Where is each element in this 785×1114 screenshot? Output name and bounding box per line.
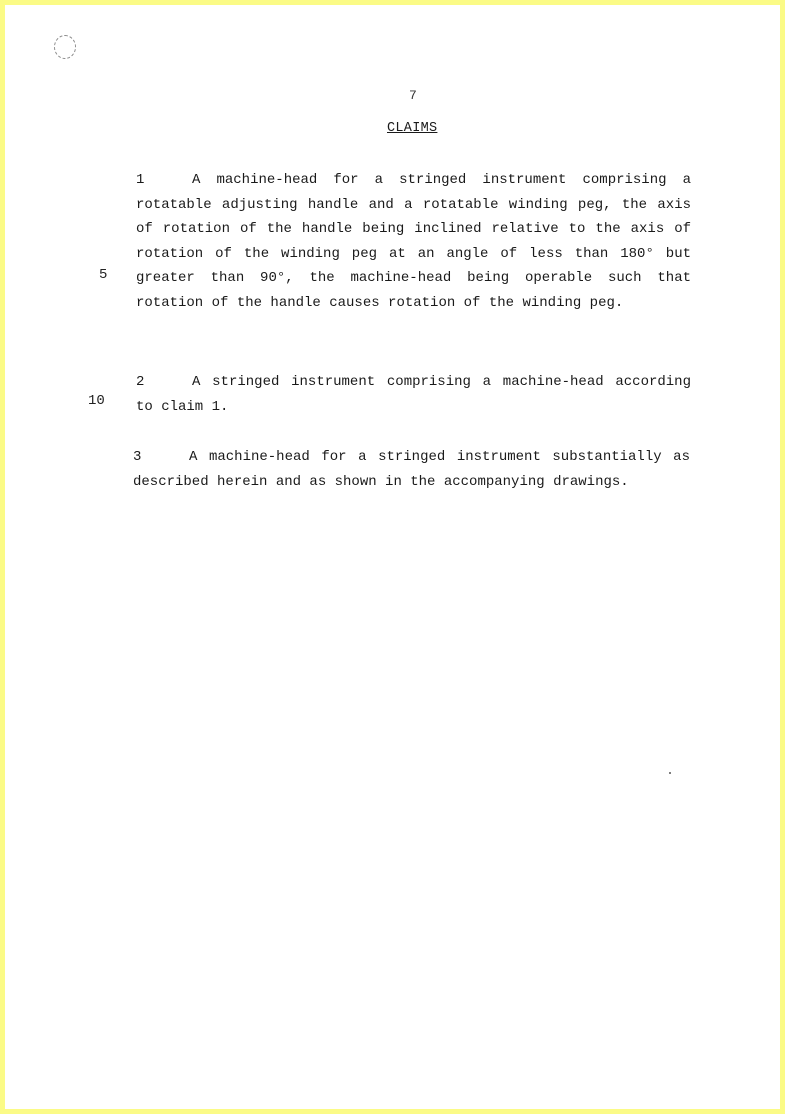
claim-2 [136, 370, 691, 419]
claim-1-text: A machine-head for a stringed instrument comprising a rotatable adjusting handle and a rotatable winding peg, the axis of rotation of the handle being inclined relative to the axis of rotation of the winding peg at an angle of less than 180° but greater than 90°, the machine-head being operable such that rotation of the handle causes rotation of the winding peg. [136, 172, 691, 311]
scan-speck [669, 772, 671, 774]
page-number: 7 [409, 88, 417, 103]
claim-1 [136, 168, 691, 316]
claim-3 [133, 445, 690, 494]
claim-3-number: 3 [133, 449, 142, 465]
punch-hole-mark [54, 35, 76, 59]
margin-line-number-10: 10 [88, 393, 105, 409]
claim-2-number: 2 [136, 374, 145, 390]
claim-3-text: A machine-head for a stringed instrument substantially as described herein and as shown in the accompanying drawings. [133, 449, 690, 490]
claim-2-text: A stringed instrument comprising a machine-head according to claim 1. [136, 374, 691, 415]
claims-heading: CLAIMS [387, 121, 438, 136]
margin-line-number-5: 5 [99, 267, 108, 283]
claim-1-number: 1 [136, 172, 145, 188]
